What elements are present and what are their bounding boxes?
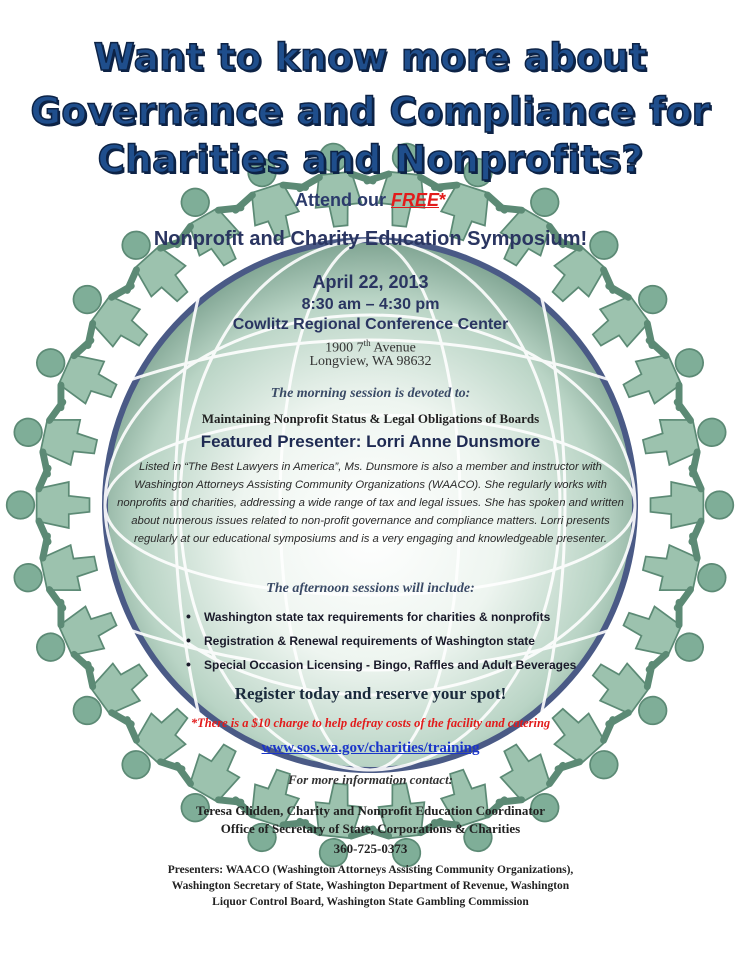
address-sup: th xyxy=(363,338,371,348)
free-label: FREE xyxy=(390,190,439,210)
list-item: • Special Occasion Licensing - Bingo, Raffles and Adult Beverages xyxy=(186,657,626,681)
afternoon-list xyxy=(186,609,626,681)
attend-line xyxy=(0,190,741,211)
event-venue: Cowlitz Regional Conference Center xyxy=(232,316,509,333)
contact-role: Charity and Nonprofit Education Coordinator xyxy=(283,803,545,818)
free-asterisk: * xyxy=(439,190,447,210)
contact-heading: For more information contact: xyxy=(287,772,454,787)
presenters-line-2: Washington Secretary of State, Washington Department of Revenue, Washington xyxy=(171,880,570,892)
presenters-credits xyxy=(0,862,741,910)
title-line-1: Want to know more about xyxy=(93,36,648,79)
contact-person: Teresa Glidden, xyxy=(195,803,284,818)
morning-topic: Maintaining Nonprofit Status & Legal Obligations of Boards xyxy=(201,411,540,426)
event-time: 8:30 am – 4:30 pm xyxy=(301,296,440,313)
presenter-bio: Listed in “The Best Lawyers in America”, Ms. Dunsmore is also a member and instructor with Washington Attorneys Assisting Community Organizations (WAACO). She regularly works with nonprofits and charities, addressing a wide range of tax and legal issues. She has spoken and written about numerous issues related to non-profit governance and compliance matters. Lorri presents regularly at our educational symposiums and is a very engaging and knowledgeable presenter. xyxy=(117,461,624,545)
list-item: • Registration & Renewal requirements of Washington state xyxy=(186,633,626,657)
charge-note: *There is a $10 charge to help defray costs of the facility and catering xyxy=(190,716,551,730)
title-line-2: Governance and Compliance for xyxy=(30,90,711,133)
presenters-line-3: Liquor Control Board, Washington State Gambling Commission xyxy=(212,896,529,908)
registration-link[interactable] xyxy=(0,740,741,757)
attend-prefix: Attend our xyxy=(294,190,391,210)
contact-office: Office of Secretary of State, Corporations & Charities xyxy=(220,821,521,836)
ring-figure xyxy=(651,468,734,542)
presenters-line-1: Presenters: WAACO (Washington Attorneys Assisting Community Organizations), xyxy=(167,864,574,876)
event-date: April 22, 2013 xyxy=(312,272,429,292)
morning-heading: The morning session is devoted to: xyxy=(270,386,471,401)
contact-name xyxy=(0,803,741,819)
register-callout: Register today and reserve your spot! xyxy=(234,684,507,703)
list-item: • Washington state tax requirements for charities & nonprofits xyxy=(186,609,626,633)
contact-phone: 360-725-0373 xyxy=(333,841,408,856)
address-street: Avenue xyxy=(370,340,416,356)
registration-link-text[interactable]: www.sos.wa.gov/charities/training xyxy=(261,740,480,756)
address-number: 1900 7 xyxy=(325,340,364,356)
featured-presenter: Featured Presenter: Lorri Anne Dunsmore xyxy=(200,432,541,451)
ring-figure xyxy=(637,527,733,616)
ring-figure xyxy=(7,468,90,542)
symposium-title: Nonprofit and Charity Education Symposium! xyxy=(153,228,588,250)
ring-figure xyxy=(7,527,103,616)
afternoon-heading: The afternoon sessions will include: xyxy=(266,581,475,596)
title-line-3: Charities and Nonprofits? xyxy=(97,138,644,181)
event-city: Longview, WA 98632 xyxy=(309,354,432,369)
